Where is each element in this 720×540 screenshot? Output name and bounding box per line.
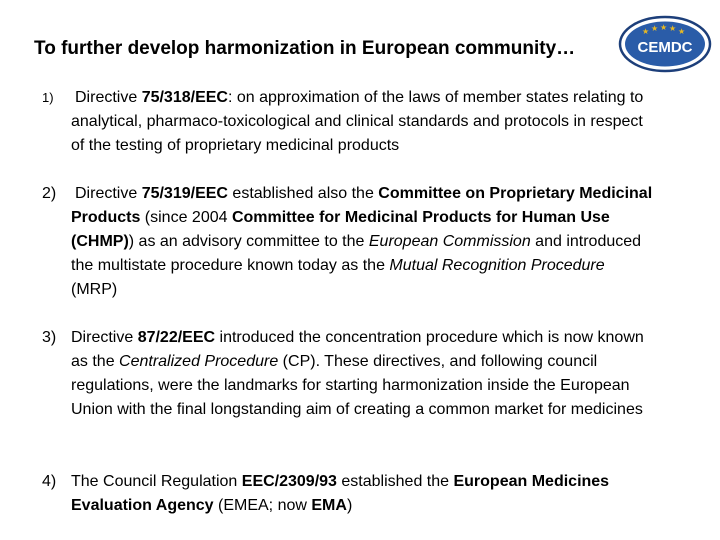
- text-run: Directive: [75, 89, 142, 106]
- italic-text: Centralized Procedure: [119, 353, 279, 370]
- slide-title: To further develop harmonization in European community…: [34, 38, 576, 59]
- bold-text: EMA: [311, 497, 347, 514]
- list-item-text: [71, 326, 654, 422]
- bold-text: Committee for Medicinal Products for Human Use (CHMP): [71, 209, 610, 250]
- text-run: ) as an advisory committee to the: [128, 233, 369, 250]
- text-run: (since 2004: [140, 209, 232, 226]
- bold-text: EEC/2309/93: [241, 473, 337, 490]
- list-item-3: [42, 326, 654, 422]
- list-item-1: [42, 86, 654, 158]
- list-item-number: 1): [42, 90, 54, 105]
- bold-text: European Medicines Evaluation Agency: [71, 473, 610, 514]
- italic-text: Mutual Recognition Procedure: [389, 257, 605, 274]
- bold-text: 75/319/EEC: [141, 185, 228, 202]
- logo-text: CEMDC: [637, 39, 693, 56]
- text-run: introduced the concentration procedure which is now known as the: [71, 329, 644, 370]
- list-item-number: 2): [42, 185, 57, 202]
- text-run: established the: [336, 473, 454, 490]
- text-run: (CP). These directives, and following council regulations, were the landmarks for starting harmonization inside the European Union with the final longstanding aim of creating a common market for medicines: [71, 353, 643, 418]
- text-run: Directive: [75, 185, 142, 202]
- text-run: Directive: [71, 329, 138, 346]
- list-item-4: [42, 470, 654, 518]
- text-run: and introduced the multistate procedure known today as the: [71, 233, 642, 274]
- star-1: ★: [642, 27, 650, 36]
- list-item-2: [42, 182, 654, 302]
- star-3: ★: [660, 23, 668, 32]
- bold-text: Committee on Proprietary Medicinal Products: [71, 185, 653, 226]
- star-5: ★: [678, 27, 686, 36]
- text-run: ): [346, 497, 353, 514]
- cemdc-logo-badge: [618, 15, 712, 73]
- star-2: ★: [651, 24, 659, 33]
- text-run: established also the: [227, 185, 379, 202]
- text-run: : on approximation of the laws of member states relating to analytical, pharmaco-toxicological and clinical standards and protocols in respect of the testing of proprietary medicinal products: [71, 89, 644, 154]
- list-item-text: [71, 182, 654, 302]
- bold-text: 75/318/EEC: [141, 89, 228, 106]
- star-4: ★: [669, 24, 677, 33]
- list-item-text: [71, 86, 654, 158]
- list-item-number: 3): [42, 329, 57, 346]
- text-run: The Council Regulation: [71, 473, 242, 490]
- italic-text: European Commission: [368, 233, 531, 250]
- list-item-number: 4): [42, 473, 57, 490]
- list-item-text: [71, 470, 654, 518]
- text-run: (MRP): [71, 281, 118, 298]
- bold-text: 87/22/EEC: [137, 329, 216, 346]
- text-run: (EMEA; now: [213, 497, 312, 514]
